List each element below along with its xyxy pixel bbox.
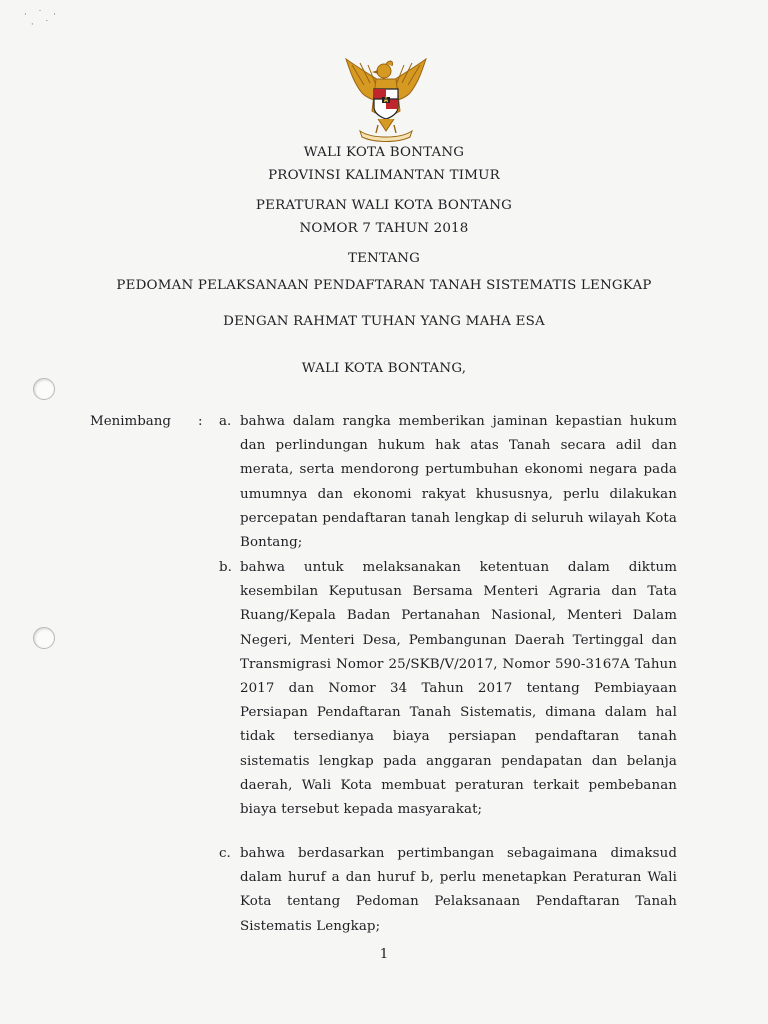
invocation: DENGAN RAHMAT TUHAN YANG MAHA ESA: [223, 314, 545, 329]
about-heading: TENTANG: [347, 251, 421, 266]
issuer-title: WALI KOTA BONTANG: [303, 145, 465, 160]
item-letter: a.: [219, 414, 232, 429]
scan-specks: · ˙ · · ˙: [24, 10, 60, 30]
garuda-pancasila-emblem-icon: [338, 55, 434, 145]
item-letter: c.: [219, 846, 231, 861]
province-title: PROVINSI KALIMANTAN TIMUR: [268, 168, 500, 183]
item-text: bahwa berdasarkan pertimbangan sebagaimana dimaksud dalam huruf a dan huruf b, perlu menetapkan Peraturan Wali Kota tentang Pedoman Pelaksanaan Pendaftaran Tanah Sistematis Lengkap;: [240, 846, 677, 934]
punch-hole-bottom: [33, 627, 55, 649]
regulation-title: PERATURAN WALI KOTA BONTANG: [255, 198, 513, 213]
regulation-number: NOMOR 7 TAHUN 2018: [299, 221, 469, 236]
item-text: bahwa dalam rangka memberikan jaminan kepastian hukum dan perlindungan hukum hak atas Tanah secara adil dan merata, serta mendorong pertumbuhan ekonomi negara pada umumnya dan ekonomi rakyat khususnya, perlu dilakukan percepatan pendaftaran tanah lengkap di seluruh wilayah Kota Bontang;: [240, 414, 677, 551]
section-colon: :: [198, 414, 203, 429]
regulation-subject: PEDOMAN PELAKSANAAN PENDAFTARAN TANAH SISTEMATIS LENGKAP: [116, 278, 652, 293]
section-label: Menimbang: [90, 414, 171, 429]
item-letter: b.: [219, 560, 232, 575]
item-text: bahwa untuk melaksanakan ketentuan dalam diktum kesembilan Keputusan Bersama Menteri Agraria dan Tata Ruang/Kepala Badan Pertanahan Nasional, Menteri Dalam Negeri, Menteri Desa, Pembangunan Daerah Tertinggal dan Transmigrasi Nomor 25/SKB/V/2017, Nomor 590-3167A Tahun 2017 dan Nomor 34 Tahun 2017 tentang Pembiayaan Persiapan Pendaftaran Tanah Sistematis, dimana dalam hal tidak tersedianya biaya persiapan pendaftaran tanah sistematis lengkap pada anggaran pendapatan dan belanja daerah, Wali Kota membuat peraturan terkait pembebanan biaya tersebut kepada masyarakat;: [240, 560, 677, 818]
mayor-heading: WALI KOTA BONTANG,: [301, 361, 467, 376]
punch-hole-top: [33, 378, 55, 400]
page-number: 1: [379, 947, 389, 962]
